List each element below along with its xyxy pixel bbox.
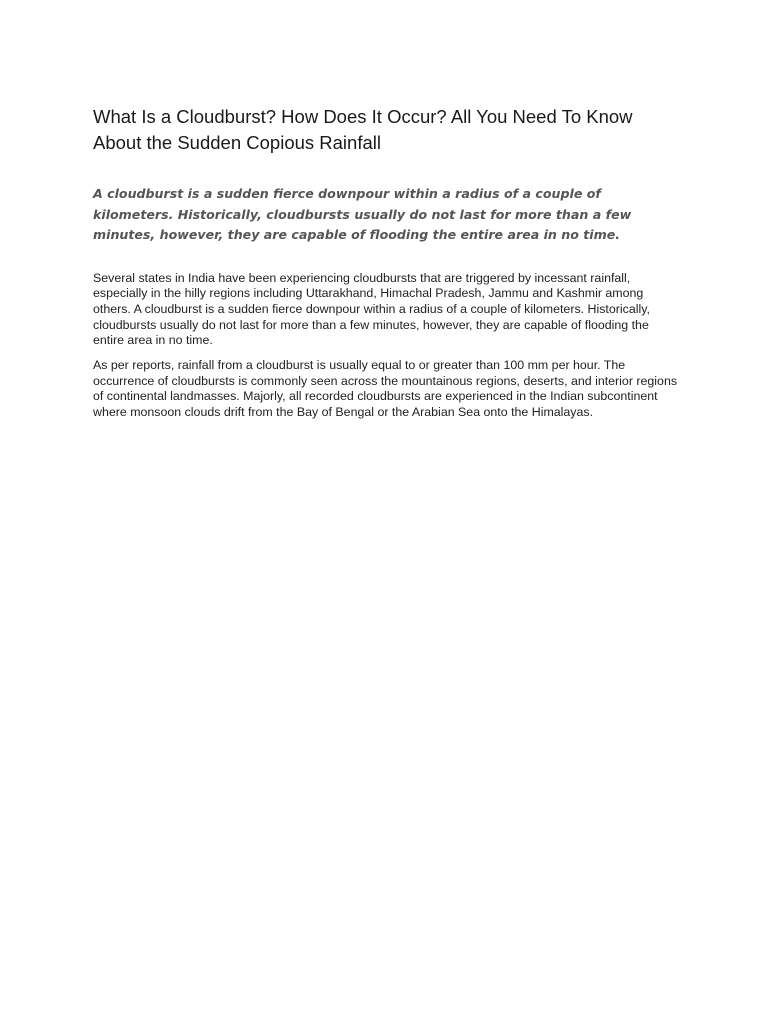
body-paragraph: Several states in India have been experiencing cloudbursts that are triggered by incessant rainfall, especially in the hilly regions including Uttarakhand, Himachal Pradesh, Jammu and Kashmir among others. A cloudburst is a sudden fierce downpour within a radius of a couple of kilometers. Historically, cloudbursts usually do not last for more than a few minutes, however, they are capable of flooding the entire area in no time. (93, 270, 650, 348)
article-lead: A cloudburst is a sudden fierce downpour within a radius of a couple of kilometers. Historically, cloudbursts usually do not last for more than a few minutes, however, they are capable of flooding the entire area in no time. (93, 186, 632, 242)
body-paragraph: As per reports, rainfall from a cloudburst is usually equal to or greater than 100 mm per hour. The occurrence of cloudbursts is commonly seen across the mountainous regions, deserts, and interior regions of continental landmasses. Majorly, all recorded cloudbursts are experienced in the Indian subcontinent where monsoon clouds drift from the Bay of Bengal or the Arabian Sea onto the Himalayas. (93, 358, 678, 420)
document-page (93, 104, 683, 430)
article-body (93, 271, 683, 421)
article-title: What Is a Cloudburst? How Does It Occur? All You Need To Know About the Sudden Copious Rainfall (93, 106, 633, 153)
